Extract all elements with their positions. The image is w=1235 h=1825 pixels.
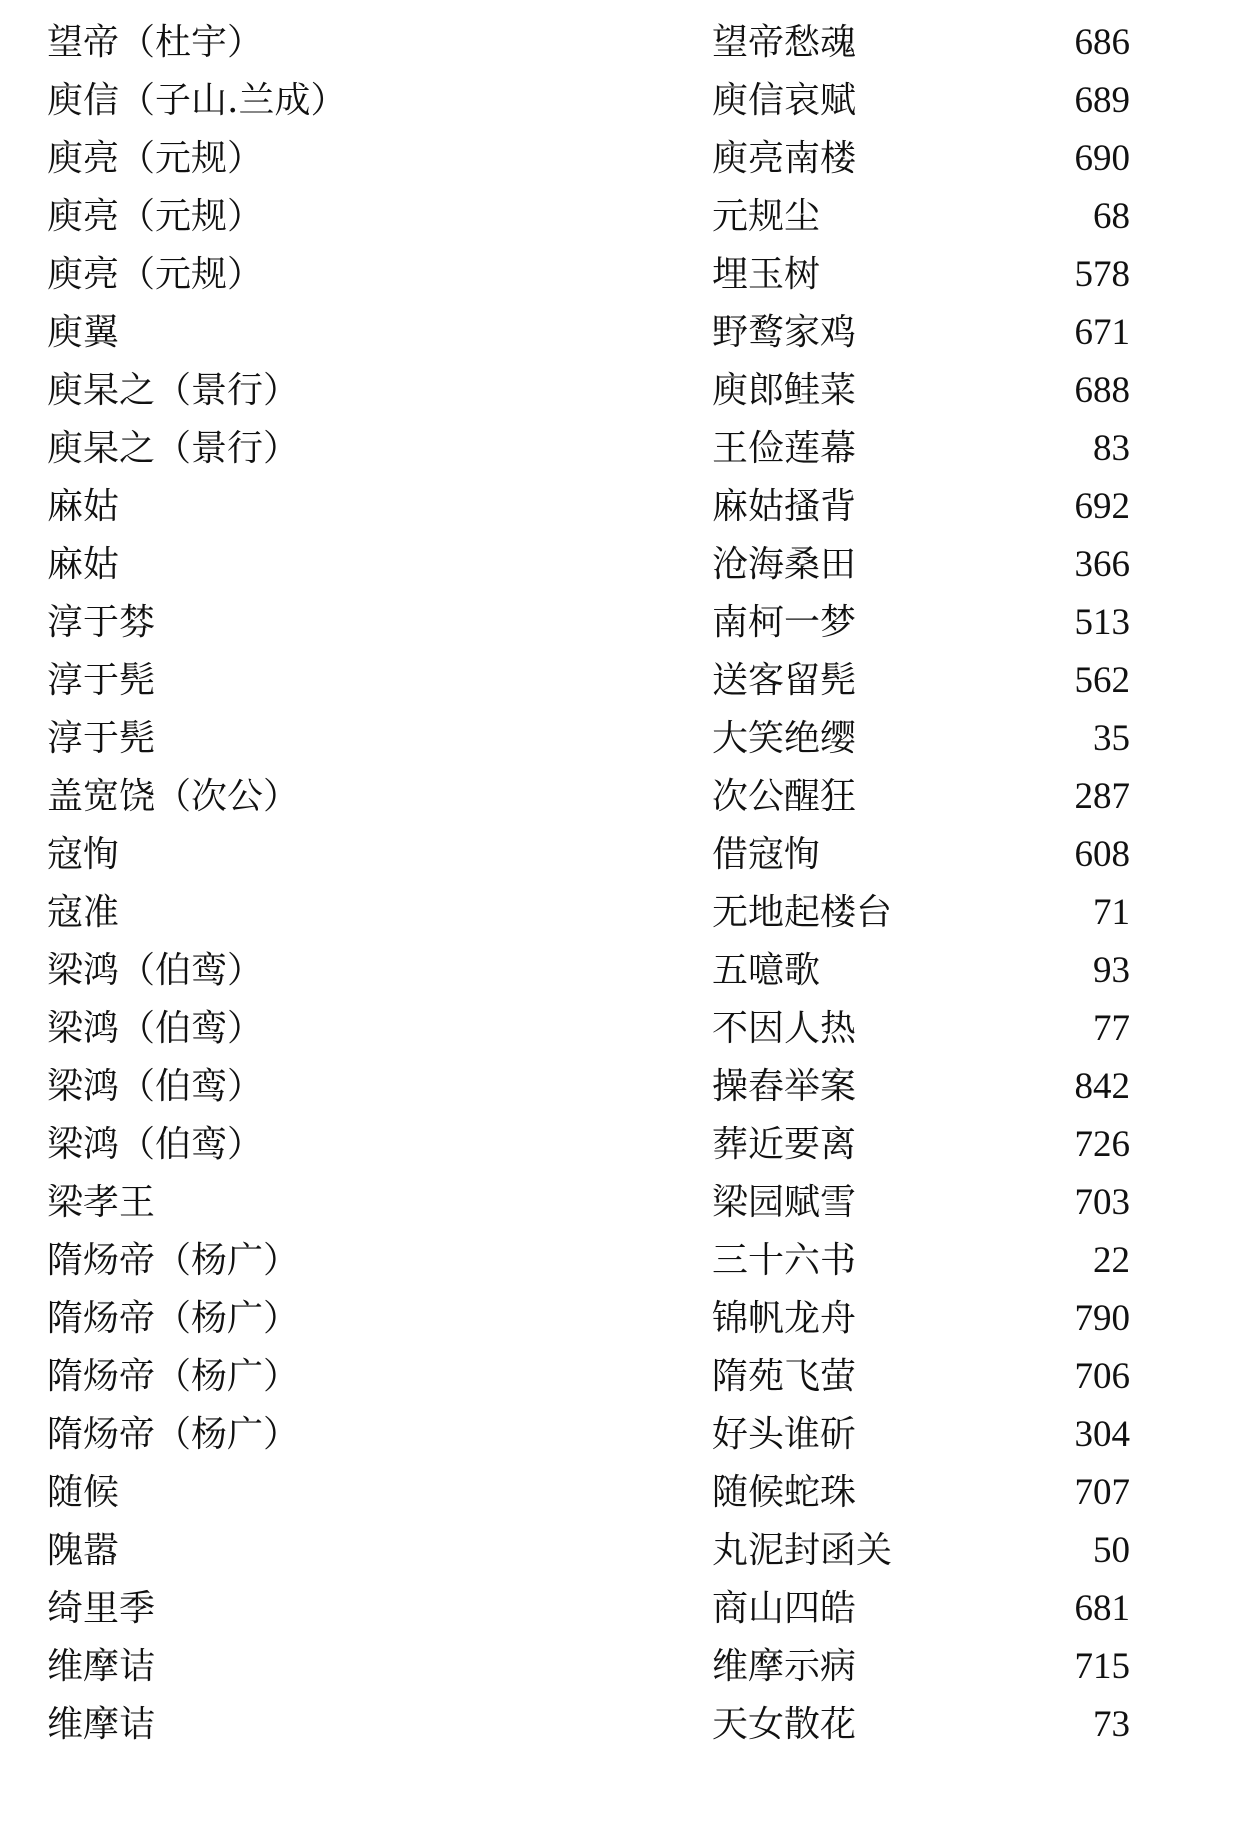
person-name: 梁鸿（伯鸾）	[47, 1008, 264, 1049]
allusion-title: 梁园赋雪	[712, 1182, 857, 1223]
page-number: 790	[1074, 1298, 1130, 1339]
person-name: 隋炀帝（杨广）	[47, 1414, 300, 1455]
allusion-title: 次公醒狂	[712, 776, 857, 817]
person-name: 梁鸿（伯鸾）	[47, 1066, 264, 1107]
index-row	[0, 478, 1235, 536]
page-number: 22	[1093, 1240, 1130, 1281]
index-row	[0, 304, 1235, 362]
person-name: 望帝（杜宇）	[47, 22, 264, 63]
page-number: 686	[1074, 22, 1130, 63]
page-number: 77	[1093, 1008, 1130, 1049]
person-name: 随候	[47, 1472, 120, 1513]
allusion-title: 隋苑飞萤	[712, 1356, 857, 1397]
index-row	[0, 942, 1235, 1000]
page-number: 671	[1074, 312, 1130, 353]
person-name: 淳于髡	[47, 660, 156, 701]
index-row	[0, 1348, 1235, 1406]
page-number: 93	[1093, 950, 1130, 991]
index-row	[0, 594, 1235, 652]
allusion-title: 维摩示病	[712, 1646, 857, 1687]
index-row	[0, 188, 1235, 246]
allusion-title: 随候蛇珠	[712, 1472, 857, 1513]
person-name: 庾亮（元规）	[47, 254, 264, 295]
index-row	[0, 1522, 1235, 1580]
person-name: 麻姑	[47, 486, 120, 527]
index-row	[0, 710, 1235, 768]
person-name: 维摩诘	[47, 1704, 156, 1745]
allusion-title: 南柯一梦	[712, 602, 857, 643]
page-number: 83	[1093, 428, 1130, 469]
allusion-title: 商山四皓	[712, 1588, 857, 1629]
allusion-title: 麻姑搔背	[712, 486, 857, 527]
page-number: 71	[1093, 892, 1130, 933]
page-number: 73	[1093, 1704, 1130, 1745]
page-number: 35	[1093, 718, 1130, 759]
page-number: 68	[1093, 196, 1130, 237]
index-row	[0, 1116, 1235, 1174]
person-name: 庾杲之（景行）	[47, 370, 300, 411]
allusion-title: 望帝愁魂	[712, 22, 857, 63]
allusion-title: 埋玉树	[712, 254, 821, 295]
page-number: 578	[1074, 254, 1130, 295]
allusion-title: 丸泥封函关	[712, 1530, 893, 1571]
page-number: 706	[1074, 1356, 1130, 1397]
page-number: 707	[1074, 1472, 1130, 1513]
page-number: 366	[1074, 544, 1130, 585]
page-number: 842	[1074, 1066, 1130, 1107]
index-row	[0, 1580, 1235, 1638]
page-number: 304	[1074, 1414, 1130, 1455]
person-name: 庾杲之（景行）	[47, 428, 300, 469]
index-row	[0, 652, 1235, 710]
index-row	[0, 884, 1235, 942]
allusion-title: 王俭莲幕	[712, 428, 857, 469]
allusion-title: 操舂举案	[712, 1066, 857, 1107]
index-row	[0, 246, 1235, 304]
index-row	[0, 14, 1235, 72]
index-row	[0, 768, 1235, 826]
page-number: 287	[1074, 776, 1130, 817]
page-number: 726	[1074, 1124, 1130, 1165]
person-name: 淳于髡	[47, 718, 156, 759]
person-name: 麻姑	[47, 544, 120, 585]
allusion-title: 送客留髡	[712, 660, 857, 701]
person-name: 隗嚣	[47, 1530, 120, 1571]
allusion-title: 无地起楼台	[712, 892, 893, 933]
person-name: 梁鸿（伯鸾）	[47, 1124, 264, 1165]
allusion-title: 沧海桑田	[712, 544, 857, 585]
page-number: 562	[1074, 660, 1130, 701]
allusion-index-table	[0, 14, 1235, 1754]
allusion-title: 野鹜家鸡	[712, 312, 857, 353]
page-number: 715	[1074, 1646, 1130, 1687]
allusion-title: 天女散花	[712, 1704, 857, 1745]
allusion-title: 三十六书	[712, 1240, 857, 1281]
page-number: 608	[1074, 834, 1130, 875]
page-number: 703	[1074, 1182, 1130, 1223]
page-number: 690	[1074, 138, 1130, 179]
person-name: 绮里季	[47, 1588, 156, 1629]
person-name: 庾亮（元规）	[47, 138, 264, 179]
person-name: 隋炀帝（杨广）	[47, 1240, 300, 1281]
allusion-title: 锦帆龙舟	[712, 1298, 857, 1339]
allusion-title: 大笑绝缨	[712, 718, 857, 759]
person-name: 庾信（子山.兰成）	[47, 80, 347, 121]
person-name: 梁孝王	[47, 1182, 156, 1223]
index-row	[0, 420, 1235, 478]
index-row	[0, 1058, 1235, 1116]
person-name: 寇恂	[47, 834, 120, 875]
page-number: 50	[1093, 1530, 1130, 1571]
index-row	[0, 1000, 1235, 1058]
index-row	[0, 1638, 1235, 1696]
index-row	[0, 536, 1235, 594]
allusion-title: 借寇恂	[712, 834, 821, 875]
person-name: 淳于棼	[47, 602, 156, 643]
index-row	[0, 1290, 1235, 1348]
allusion-title: 葬近要离	[712, 1124, 857, 1165]
index-row	[0, 362, 1235, 420]
person-name: 维摩诘	[47, 1646, 156, 1687]
person-name: 梁鸿（伯鸾）	[47, 950, 264, 991]
person-name: 寇准	[47, 892, 120, 933]
page-number: 513	[1074, 602, 1130, 643]
allusion-title: 庾亮南楼	[712, 138, 857, 179]
allusion-title: 庾信哀赋	[712, 80, 857, 121]
allusion-title: 元规尘	[712, 196, 821, 237]
page-number: 689	[1074, 80, 1130, 121]
person-name: 隋炀帝（杨广）	[47, 1298, 300, 1339]
person-name: 隋炀帝（杨广）	[47, 1356, 300, 1397]
page-number: 688	[1074, 370, 1130, 411]
index-row	[0, 1696, 1235, 1754]
index-row	[0, 72, 1235, 130]
allusion-title: 五噫歌	[712, 950, 821, 991]
index-row	[0, 1464, 1235, 1522]
allusion-title: 庾郎鲑菜	[712, 370, 857, 411]
index-row	[0, 1232, 1235, 1290]
person-name: 庾翼	[47, 312, 120, 353]
allusion-title: 好头谁斫	[712, 1414, 857, 1455]
index-row	[0, 1174, 1235, 1232]
allusion-title: 不因人热	[712, 1008, 857, 1049]
index-row	[0, 826, 1235, 884]
page-number: 692	[1074, 486, 1130, 527]
index-row	[0, 130, 1235, 188]
person-name: 盖宽饶（次公）	[47, 776, 300, 817]
page-number: 681	[1074, 1588, 1130, 1629]
index-row	[0, 1406, 1235, 1464]
person-name: 庾亮（元规）	[47, 196, 264, 237]
